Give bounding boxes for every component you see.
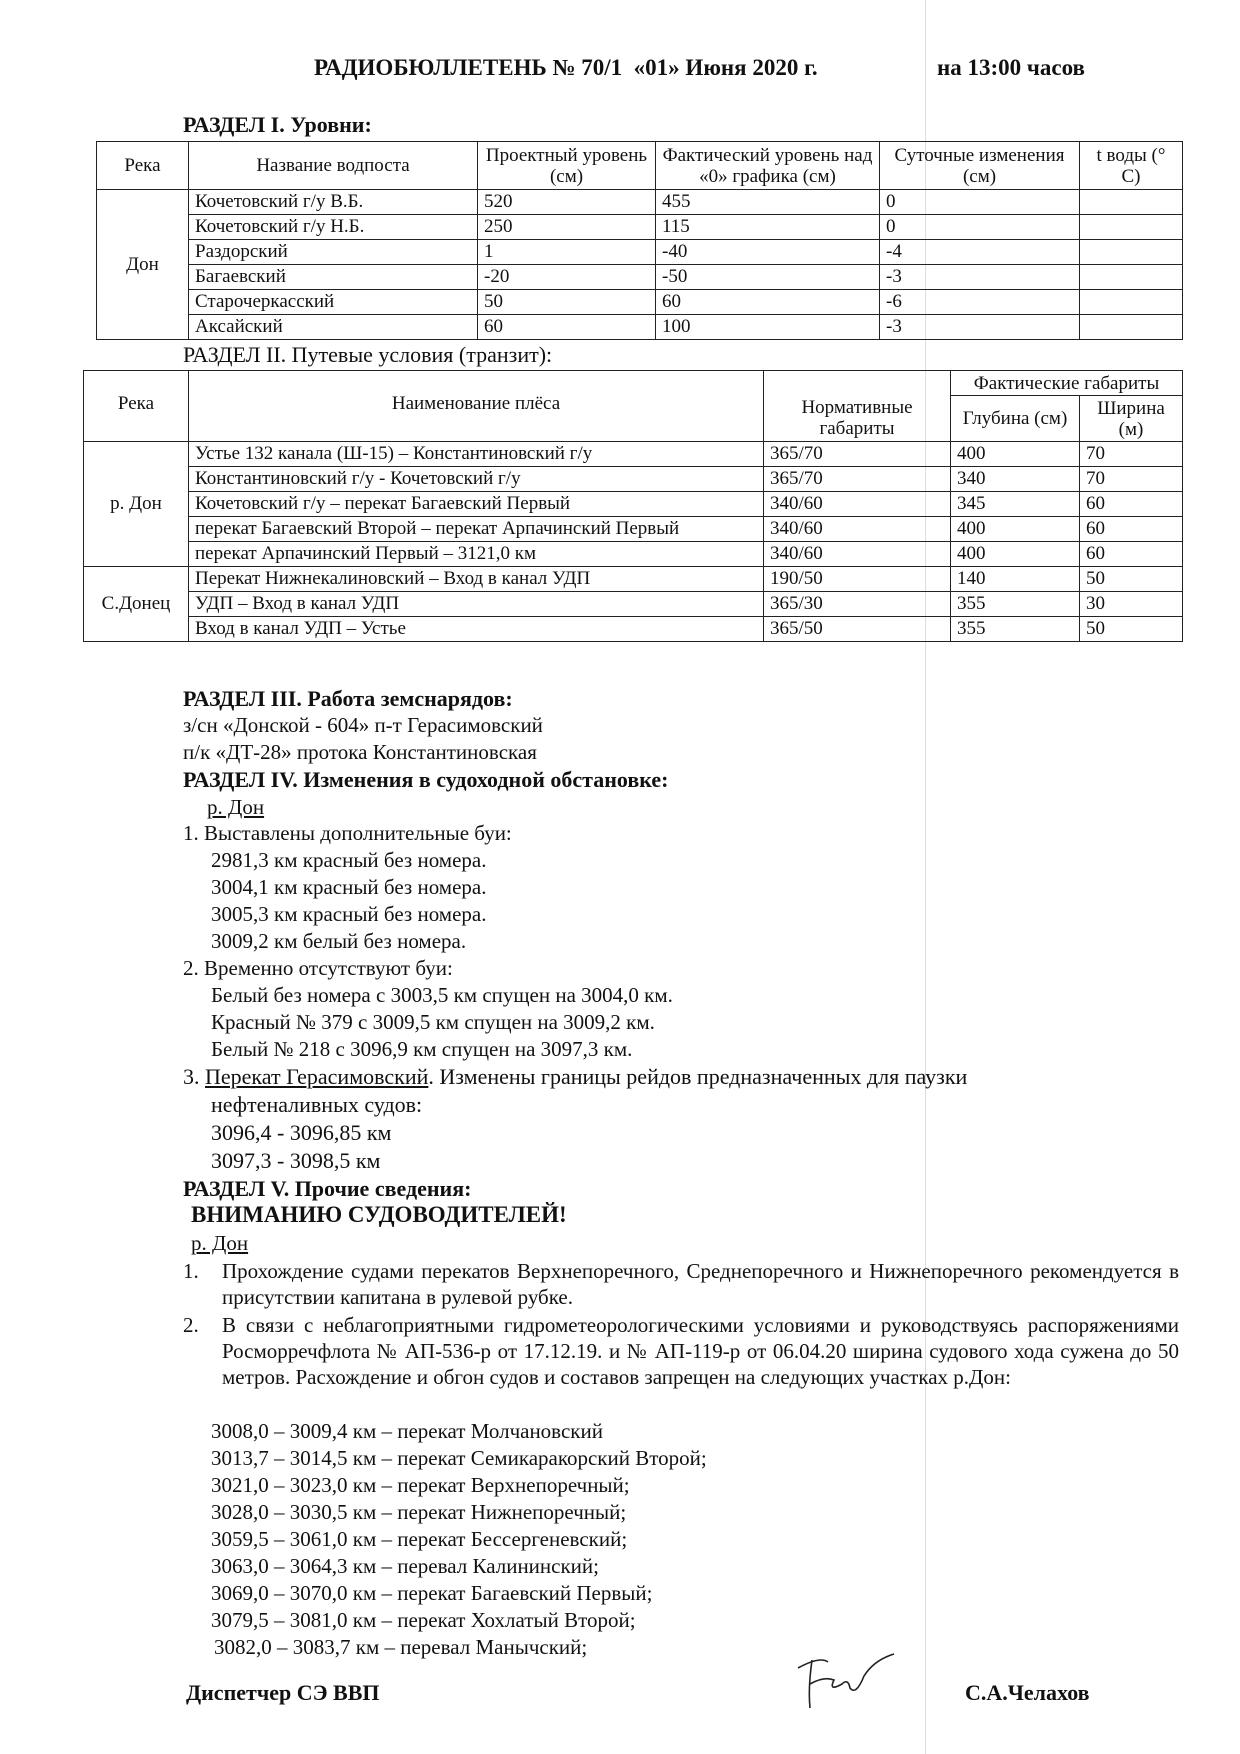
temp-cell [1080,190,1183,215]
raid-range: 3097,3 - 3098,5 км [211,1148,381,1173]
list-item [183,1064,967,1090]
post-cell: Аксайский [189,315,478,340]
restriction-line: 3079,5 – 3081,0 км – перекат Хохлатый Второй; [211,1608,636,1632]
col-design: Проектный уровень (см) [478,142,656,190]
transit-table [83,370,1183,642]
design-cell: 60 [478,315,656,340]
river-cell: р. Дон [84,442,189,567]
reach-cell: Кочетовский г/у – перекат Багаевский Первый [189,492,764,517]
post-cell: Багаевский [189,265,478,290]
actual-cell: 115 [656,215,880,240]
daily-cell: 0 [880,215,1080,240]
item-number: 2. [183,1313,199,1337]
design-cell: 520 [478,190,656,215]
table-row [84,617,1183,642]
buoy-line: Белый № 218 с 3096,9 км спущен на 3097,3 км. [211,1037,633,1061]
col-width: Ширина (м) [1080,396,1183,442]
restriction-line: 3063,0 – 3064,3 км – перевал Калининский; [211,1554,599,1578]
reach-cell: перекат Арпачинский Первый – 3121,0 км [189,542,764,567]
river-label: р. Дон [207,795,265,819]
table-row [84,542,1183,567]
table-row [97,240,1183,265]
dispatcher-position: Диспетчер СЭ ВВП [186,1680,380,1705]
river-label: р. Дон [191,1231,249,1255]
width-cell: 30 [1080,592,1183,617]
item-number: 1. [183,1259,199,1283]
normative-cell: 365/70 [764,442,951,467]
temp-cell [1080,315,1183,340]
river-cell: С.Донец [84,567,189,642]
actual-cell: -50 [656,265,880,290]
item-number: 2. [183,956,199,980]
temp-cell [1080,265,1183,290]
actual-cell: 100 [656,315,880,340]
actual-cell: -40 [656,240,880,265]
raid-range: 3096,4 - 3096,85 км [211,1120,392,1145]
depth-cell: 140 [951,567,1080,592]
buoy-line: 2981,3 км красный без номера. [211,848,487,872]
daily-cell: -6 [880,290,1080,315]
restriction-line: 3028,0 – 3030,5 км – перекат Нижнепоречный; [211,1500,627,1524]
buoy-line: Белый без номера с 3003,5 км спущен на 3004,0 км. [211,983,673,1007]
actual-cell: 455 [656,190,880,215]
width-cell: 60 [1080,517,1183,542]
section4-heading: РАЗДЕЛ IV. Изменения в судоходной обстановке: [183,767,669,792]
section2-heading: РАЗДЕЛ II. Путевые условия (транзит): [183,342,553,367]
buoy-line: 3009,2 км белый без номера. [211,929,467,953]
item-text: Прохождение судами перекатов Верхнепоречного, Среднепоречного и Нижнепоречного рекомендуется в присутствии капитана в рулевой рубке. [222,1259,1179,1309]
dredger-line: п/к «ДТ-28» протока Константиновская [183,740,537,764]
levels-table [96,141,1183,340]
width-cell: 60 [1080,542,1183,567]
design-cell: 50 [478,290,656,315]
item-text: . Изменены границы рейдов предназначенных для паузки [428,1064,968,1089]
list-item [183,956,453,981]
normative-cell: 365/70 [764,467,951,492]
post-cell: Кочетовский г/у Н.Б. [189,215,478,240]
col-depth: Глубина (см) [951,396,1080,442]
table-row [97,290,1183,315]
width-cell: 70 [1080,442,1183,467]
table-row [84,592,1183,617]
col-daily: Суточные изменения (см) [880,142,1080,190]
section3-heading: РАЗДЕЛ III. Работа земснарядов: [183,686,513,711]
restriction-line: 3008,0 – 3009,4 км – перекат Молчановский [211,1419,603,1443]
width-cell: 70 [1080,467,1183,492]
restriction-line: 3059,5 – 3061,0 км – перекат Бессергеневский; [211,1527,628,1551]
post-cell: Старочеркасский [189,290,478,315]
daily-cell: -3 [880,265,1080,290]
normative-cell: 190/50 [764,567,951,592]
normative-cell: 340/60 [764,517,951,542]
item-number: 1. [183,821,199,845]
temp-cell [1080,290,1183,315]
reach-cell: перекат Багаевский Второй – перекат Арпачинский Первый [189,517,764,542]
item-text: В связи с неблагоприятными гидрометеорологическими условиями и руководствуясь распоряжениями Росморречфлота № АП-536-р от 17.12.19. и № АП-119-р от 06.04.20 ширина судового хода сужена до 50 метров. Расхождение и обгон судов и составов запрещен на следующих участках р.Дон: [222,1313,1179,1389]
table-row [97,315,1183,340]
normative-cell: 365/30 [764,592,951,617]
restriction-line: 3021,0 – 3023,0 км – перекат Верхнепоречный; [211,1473,630,1497]
table-row [84,567,1183,592]
table-row [97,265,1183,290]
normative-cell: 365/50 [764,617,951,642]
reach-cell: УДП – Вход в канал УДП [189,592,764,617]
col-river: Река [97,142,189,190]
depth-cell: 400 [951,442,1080,467]
dredger-line: з/сн «Донской - 604» п-т Герасимовский [183,713,543,737]
reach-cell: Перекат Нижнекалиновский – Вход в канал УДП [189,567,764,592]
depth-cell: 355 [951,592,1080,617]
width-cell: 50 [1080,617,1183,642]
depth-cell: 355 [951,617,1080,642]
item-number: 3. [183,1064,200,1089]
depth-cell: 340 [951,467,1080,492]
col-river: Река [84,371,189,442]
item-title: Выставлены дополнительные буи: [204,821,512,845]
design-cell: 1 [478,240,656,265]
section1-heading: РАЗДЕЛ I. Уровни: [183,112,372,137]
depth-cell: 400 [951,542,1080,567]
col-actual-group: Фактические габариты [951,371,1183,396]
reach-cell: Константиновский г/у - Кочетовский г/у [189,467,764,492]
restriction-line: 3069,0 – 3070,0 км – перекат Багаевский Первый; [211,1581,653,1605]
normative-cell: 340/60 [764,542,951,567]
actual-cell: 60 [656,290,880,315]
col-actual: Фактический уровень над «0» графика (см) [656,142,880,190]
bulletin-title: РАДИОБЮЛЛЕТЕНЬ № 70/1 «01» Июня 2020 г. [314,55,818,80]
depth-cell: 400 [951,517,1080,542]
reach-cell: Устье 132 канала (Ш-15) – Константиновский г/у [189,442,764,467]
width-cell: 60 [1080,492,1183,517]
buoy-line: 3004,1 км красный без номера. [211,875,487,899]
col-normative: Нормативные габариты [764,371,951,442]
col-reach: Наименование плёса [189,371,764,442]
col-post: Название водпоста [189,142,478,190]
dispatcher-name: С.А.Челахов [965,1680,1090,1705]
temp-cell [1080,215,1183,240]
place-name: Перекат Герасимовский [205,1064,429,1089]
river-cell: Дон [97,190,189,340]
design-cell: 250 [478,215,656,240]
table-row [84,467,1183,492]
table-row [84,442,1183,467]
section5-heading: РАЗДЕЛ V. Прочие сведения: [183,1176,472,1201]
design-cell: -20 [478,265,656,290]
restriction-line: 3082,0 – 3083,7 км – перевал Манычский; [214,1635,588,1659]
col-temp: t воды (° С) [1080,142,1183,190]
table-row [84,492,1183,517]
daily-cell: -4 [880,240,1080,265]
temp-cell [1080,240,1183,265]
buoy-line: 3005,3 км красный без номера. [211,902,487,926]
normative-cell: 340/60 [764,492,951,517]
buoy-line: Красный № 379 с 3009,5 км спущен на 3009,2 км. [211,1010,655,1034]
post-cell: Раздорский [189,240,478,265]
reach-cell: Вход в канал УДП – Устье [189,617,764,642]
item-title: Временно отсутствуют буи: [204,956,453,980]
restriction-line: 3013,7 – 3014,5 км – перекат Семикаракорский Второй; [211,1446,707,1470]
daily-cell: 0 [880,190,1080,215]
bulletin-time: на 13:00 часов [937,55,1085,80]
table-row [84,517,1183,542]
table-row [97,215,1183,240]
item-text-cont: нефтеналивных судов: [211,1092,423,1117]
table-row [97,190,1183,215]
signature-icon [790,1648,900,1718]
post-cell: Кочетовский г/у В.Б. [189,190,478,215]
width-cell: 50 [1080,567,1183,592]
list-item [183,821,512,846]
daily-cell: -3 [880,315,1080,340]
depth-cell: 345 [951,492,1080,517]
attention-heading: ВНИМАНИЮ СУДОВОДИТЕЛЕЙ! [191,1202,567,1227]
